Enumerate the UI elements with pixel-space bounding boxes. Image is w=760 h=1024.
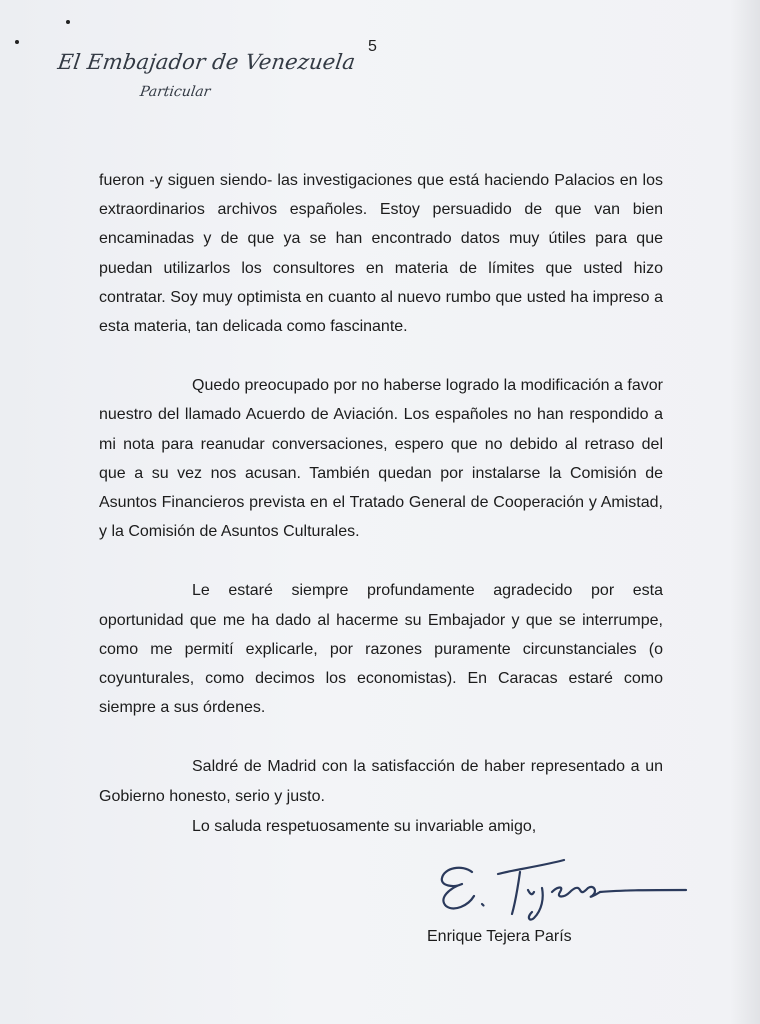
letterhead-title: El Embajador de Venezuela (56, 50, 357, 74)
letterhead (58, 50, 355, 100)
page-number: 5 (368, 38, 377, 55)
paragraph: Le estaré siempre profundamente agradecido por esta oportunidad que me ha dado al hacerme su Embajador y que se interrumpe, como me permití explicarle, por razones puramente circunstanciales (o coyunturales, como decimos los economistas). En Caracas estaré como siempre a sus órdenes. (99, 582, 663, 717)
letter-body (99, 166, 663, 841)
punch-mark (15, 40, 19, 44)
closing-line: Lo saluda respetuosamente su invariable amigo, (192, 818, 537, 835)
letterhead-subtitle: Particular (138, 84, 212, 100)
paragraph: fueron -y siguen siendo- las investigaciones que está haciendo Palacios en los extraordinarios archivos españoles. Estoy persuadido de que van bien encaminadas y de que ya se han encontrado datos muy útiles para que puedan utilizarlos los consultores en materia de límites que usted hizo contratar. Soy muy optimista en cuanto al nuevo rumbo que usted ha impreso a esta materia, tan delicada como fascinante. (99, 172, 663, 336)
paragraph: Quedo preocupado por no haberse logrado la modificación a favor nuestro del llamado Acuerdo de Aviación. Los españoles no han respondido a mi nota para reanudar conversaciones, espero que no debido al retraso del que a su vez nos acusan. También quedan por instalarse la Comisión de Asuntos Financieros prevista en el Tratado General de Cooperación y Amistad, y la Comisión de Asuntos Culturales. (99, 377, 663, 541)
handwritten-signature (432, 852, 692, 922)
signer-name: Enrique Tejera París (427, 928, 572, 945)
paragraph: Saldré de Madrid con la satisfacción de haber representado a un Gobierno honesto, serio y justo. (99, 758, 663, 805)
punch-mark (66, 20, 70, 24)
